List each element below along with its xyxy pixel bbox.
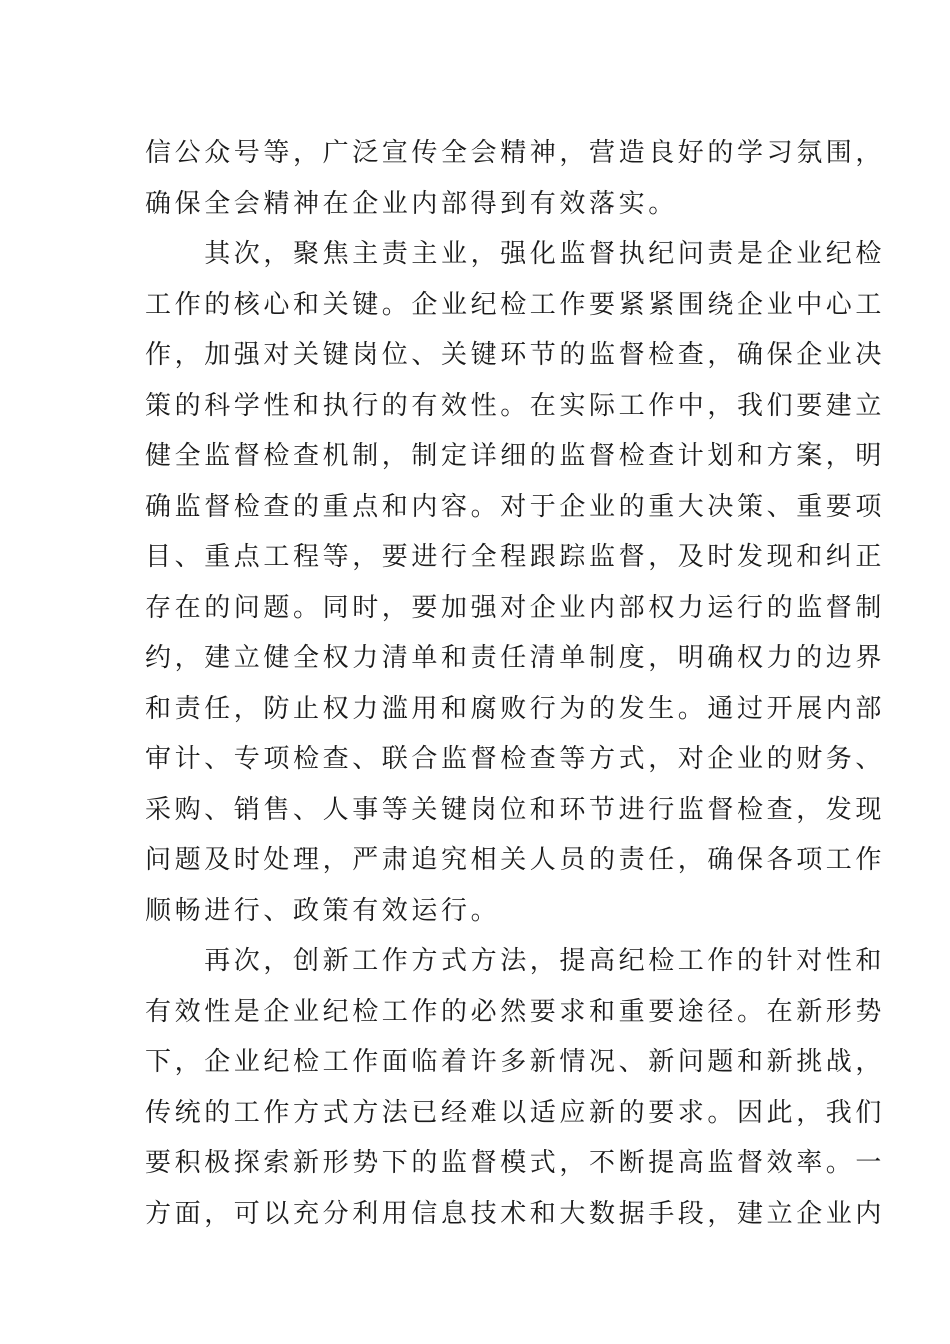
text-line: 约，建立健全权力清单和责任清单制度，明确权力的边界 bbox=[145, 643, 886, 673]
text-line: 采购、销售、人事等关键岗位和环节进行监督检查，发现 bbox=[145, 794, 886, 825]
text-line: 策的科学性和执行的有效性。在实际工作中，我们要建立 bbox=[145, 390, 886, 421]
text-line: 有效性是企业纪检工作的必然要求和重要途径。在新形势 bbox=[145, 996, 886, 1027]
text-line: 健全监督检查机制，制定详细的监督检查计划和方案，明 bbox=[145, 441, 886, 471]
text-line: 顺畅进行、政策有效运行。 bbox=[145, 895, 501, 926]
text-line: 方面，可以充分利用信息技术和大数据手段，建立企业内 bbox=[145, 1198, 886, 1229]
text-line: 问题及时处理，严肃追究相关人员的责任，确保各项工作 bbox=[145, 845, 886, 875]
text-line: 信公众号等，广泛宣传全会精神，营造良好的学习氛围， bbox=[145, 138, 886, 168]
text-line: 作，加强对关键岗位、关键环节的监督检查，确保企业决 bbox=[145, 340, 886, 370]
text-line: 传统的工作方式方法已经难以适应新的要求。因此，我们 bbox=[145, 1097, 886, 1128]
text-line: 确保全会精神在企业内部得到有效落实。 bbox=[145, 188, 678, 219]
text-line: 要积极探索新形势下的监督模式，不断提高监督效率。一 bbox=[145, 1148, 886, 1178]
text-line: 审计、专项检查、联合监督检查等方式，对企业的财务、 bbox=[145, 744, 886, 774]
text-line: 存在的问题。同时，要加强对企业内部权力运行的监督制 bbox=[145, 592, 886, 623]
text-line: 再次，创新工作方式方法，提高纪检工作的针对性和 bbox=[145, 946, 886, 976]
text-line: 工作的核心和关键。企业纪检工作要紧紧围绕企业中心工 bbox=[145, 289, 886, 320]
text-line: 确监督检查的重点和内容。对于企业的重大决策、重要项 bbox=[145, 491, 886, 522]
text-line: 目、重点工程等，要进行全程跟踪监督，及时发现和纠正 bbox=[145, 542, 886, 572]
text-line: 其次，聚焦主责主业，强化监督执纪问责是企业纪检 bbox=[145, 239, 886, 269]
text-line: 和责任，防止权力滥用和腐败行为的发生。通过开展内部 bbox=[145, 693, 886, 724]
text-line: 下，企业纪检工作面临着许多新情况、新问题和新挑战， bbox=[145, 1047, 886, 1077]
body-text bbox=[145, 128, 886, 1239]
